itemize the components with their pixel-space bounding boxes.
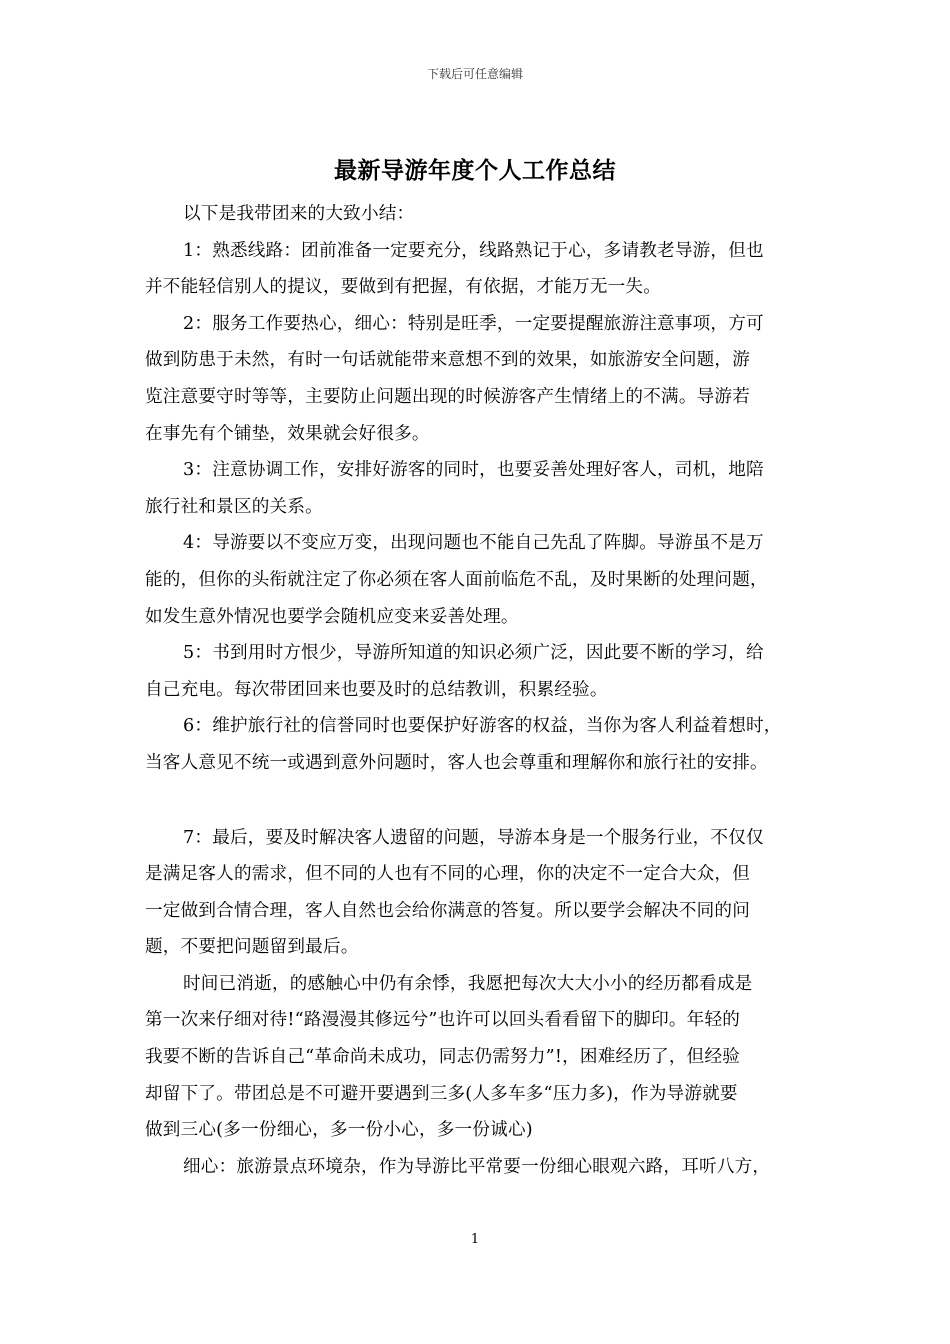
document-body — [145, 196, 813, 1185]
text-line: 做到防患于未然，有时一句话就能带来意想不到的效果，如旅游安全问题，游 — [145, 350, 750, 371]
text-line: 览注意要守时等等，主要防止问题出现的时候游客产生情绪上的不满。导游若 — [145, 386, 750, 407]
paragraph — [145, 820, 813, 966]
document-title: 最新导游年度个人工作总结 — [334, 157, 616, 184]
page-number: 1 — [470, 1232, 480, 1247]
text-line: 3：注意协调工作，安排好游客的同时，也要妥善处理好客人，司机，地陪 — [183, 460, 764, 481]
paragraph — [145, 196, 813, 233]
paragraph — [145, 233, 813, 306]
paragraph-gap — [145, 782, 813, 820]
text-line: 在事先有个铺垫，效果就会好很多。 — [145, 423, 430, 444]
paragraph — [145, 635, 813, 708]
text-line: 6：维护旅行社的信誉同时也要保护好游客的权益，当你为客人利益着想时， — [183, 716, 782, 737]
text-line: 一定做到合情合理，客人自然也会给你满意的答复。所以要学会解决不同的问 — [145, 900, 750, 921]
paragraph — [145, 525, 813, 635]
text-line: 旅行社和景区的关系。 — [145, 496, 323, 517]
text-line: 时间已消逝，的感触心中仍有余悸，我愿把每次大大小小的经历都看成是 — [183, 973, 753, 994]
paragraph — [145, 306, 813, 452]
paragraph — [145, 708, 813, 781]
text-line: 却留下了。带团总是不可避开要遇到三多(人多车多“压力多)，作为导游就要 — [145, 1083, 738, 1104]
text-line: 第一次来仔细对待!“路漫漫其修远兮”也许可以回头看看留下的脚印。年轻的 — [145, 1010, 741, 1031]
text-line: 细心：旅游景点环境杂，作为导游比平常要一份细心眼观六路，耳听八方， — [183, 1156, 771, 1177]
paragraph — [145, 452, 813, 525]
text-line: 能的，但你的头衔就注定了你必须在客人面前临危不乱，及时果断的处理问题， — [145, 569, 768, 590]
text-line: 做到三心(多一份细心，多一份小心，多一份诚心) — [145, 1120, 533, 1141]
paragraph — [145, 966, 813, 1149]
text-line: 以下是我带团来的大致小结： — [183, 204, 415, 224]
text-line: 题，不要把问题留到最后。 — [145, 937, 359, 958]
text-line: 我要不断的告诉自己“革命尚未成功，同志仍需努力”!，困难经历了，但经验 — [145, 1047, 741, 1068]
text-line: 1：熟悉线路：团前准备一定要充分，线路熟记于心，多请教老导游，但也 — [183, 240, 764, 261]
text-line: 如发生意外情况也要学会随机应变来妥善处理。 — [145, 606, 519, 627]
paragraph — [145, 1149, 813, 1186]
text-line: 4：导游要以不变应万变，出现问题也不能自己先乱了阵脚。导游虽不是万 — [183, 533, 764, 554]
text-line: 5：书到用时方恨少，导游所知道的知识必须广泛，因此要不断的学习，给 — [183, 643, 764, 664]
text-line: 2：服务工作要热心，细心：特别是旺季，一定要提醒旅游注意事项，方可 — [183, 313, 764, 334]
text-line: 是满足客人的需求，但不同的人也有不同的心理，你的决定不一定合大众，但 — [145, 864, 750, 885]
text-line: 当客人意见不统一或遇到意外问题时，客人也会尊重和理解你和旅行社的安排。 — [145, 752, 768, 773]
text-line: 自己充电。每次带团回来也要及时的总结教训，积累经验。 — [145, 679, 608, 700]
text-line: 并不能轻信别人的提议，要做到有把握，有依据，才能万无一失。 — [145, 277, 662, 298]
text-line: 7：最后，要及时解决客人遗留的问题，导游本身是一个服务行业，不仅仅 — [183, 827, 764, 848]
page-header: 下载后可任意编辑 — [426, 67, 523, 81]
